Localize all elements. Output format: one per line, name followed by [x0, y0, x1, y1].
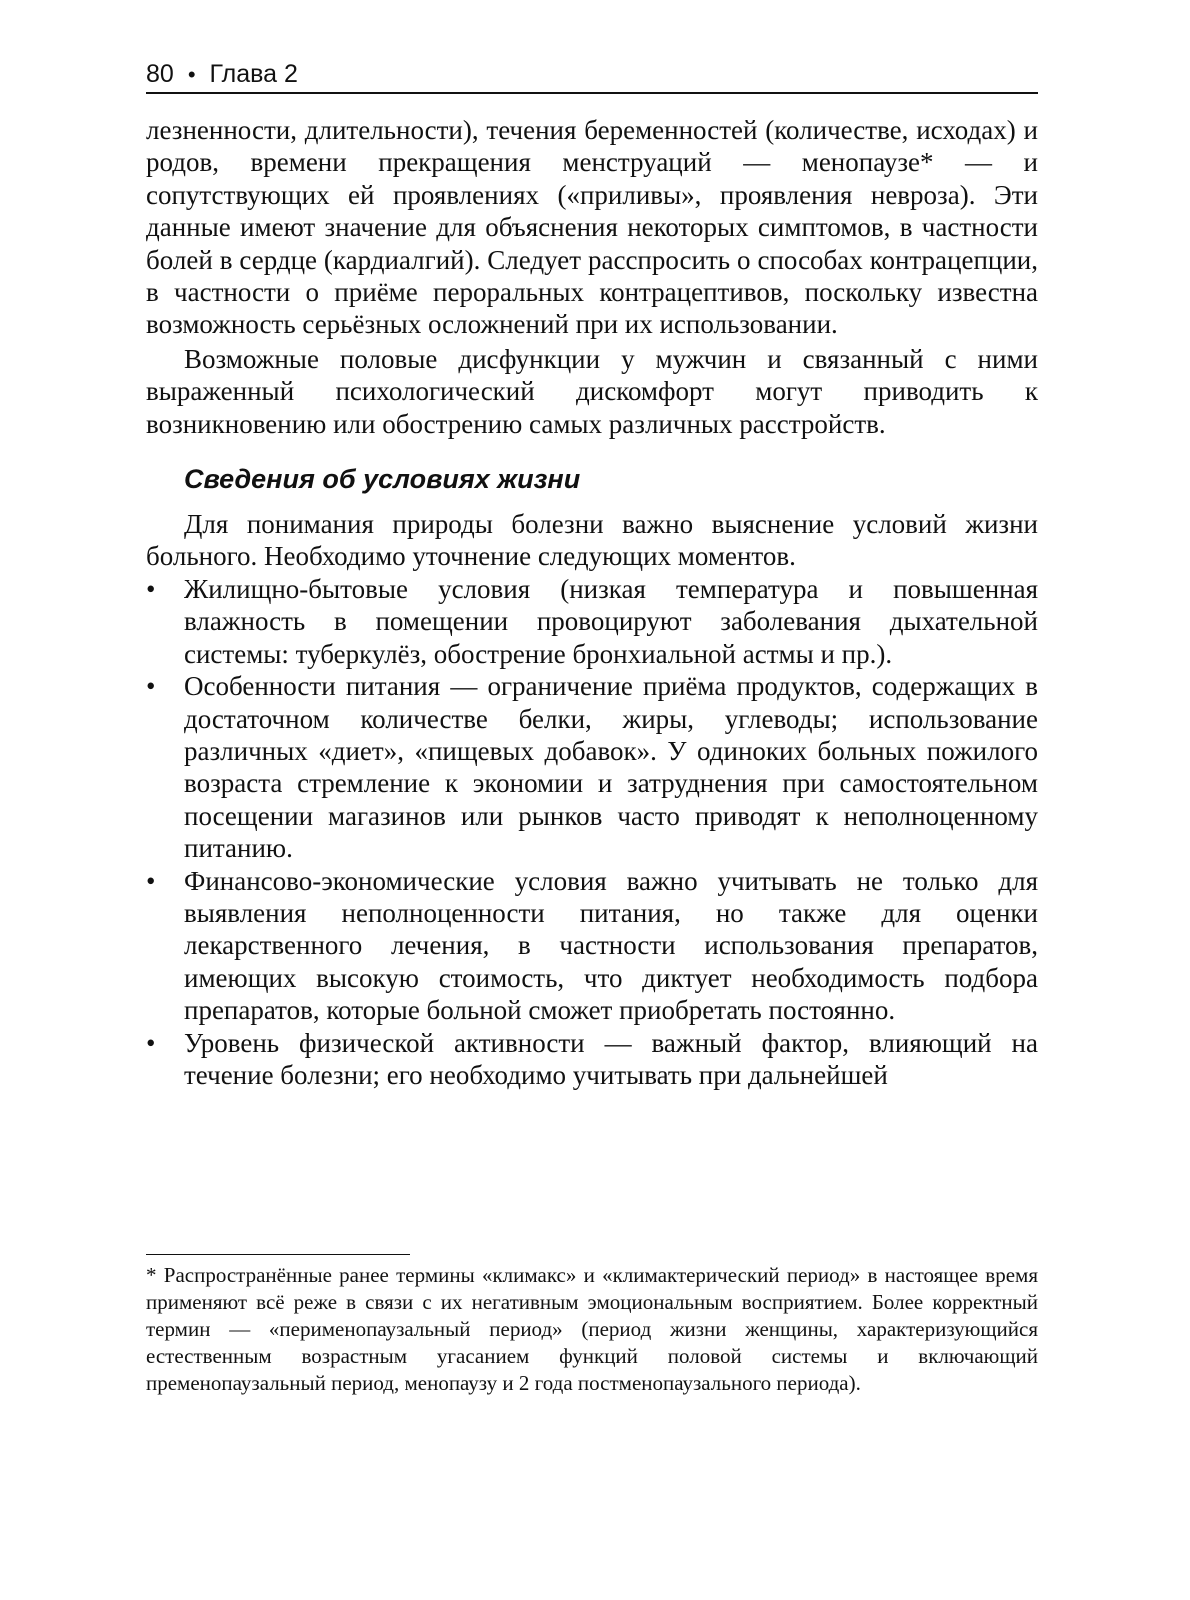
bullet-marker: • — [146, 1027, 156, 1058]
list-item-text: Особенности питания — ограничение приёма продуктов, содержащих в достаточном количестве белки, жиры, углеводы; использование различных «диет», «пищевых добавок». У одиноких больных пожилого возраста стремление к экономии и затруднения при самостоятельном посещении магазинов или рынков часто приводят к неполноценному питанию. — [184, 671, 1038, 864]
page-number: 80 — [146, 60, 174, 88]
section-intro: Для понимания природы болезни важно выяснение условий жизни больного. Необходимо уточнение следующих моментов. — [146, 509, 1038, 572]
header-separator: • — [187, 62, 196, 87]
list-item-text: Жилищно-бытовые условия (низкая температура и повышенная влажность в помещении провоцируют заболевания дыхательной системы: туберкулёз, обострение бронхиальной астмы и пр.). — [184, 573, 1038, 669]
bullet-marker: • — [146, 671, 156, 702]
running-head — [146, 58, 1038, 94]
list-item — [146, 573, 1038, 670]
section-heading: Сведения об условиях жизни — [184, 464, 581, 495]
conditions-list — [146, 573, 1038, 1092]
footnote: * Распространённые ранее термины «климакс» и «климактерический период» в настоящее время применяют всё реже в связи с их негативным эмоциональным восприятием. Более корректный термин — «перименопаузальный период» (период жизни женщины, характеризующийся естественным возрастным угасанием функций половой системы и включающий пременопаузальный период, менопаузу и 2 года постменопаузального периода). — [146, 1263, 1038, 1395]
bullet-marker: • — [146, 865, 156, 896]
list-item — [146, 1027, 1038, 1092]
list-item — [146, 865, 1038, 1027]
list-item-text: Уровень физической активности — важный фактор, влияющий на течение болезни; его необходимо учитывать при дальнейшей — [184, 1027, 1038, 1090]
list-item — [146, 670, 1038, 864]
bullet-marker: • — [146, 573, 156, 604]
footnote-divider — [146, 1254, 410, 1255]
paragraph-continued: лезненности, длительности), течения беременностей (количестве, исходах) и родов, времени прекращения менструаций — менопаузе* — и сопутствующих ей проявлениях («приливы», проявления невроза). Эти данные имеют значение для объяснения некоторых симптомов, в частности болей в сердце (кардиалгий). Следует расспросить о способах контрацепции, в частности о приёме пероральных контрацептивов, поскольку известна возможность серьёзных осложнений при их использовании. — [146, 115, 1038, 340]
paragraph-dysfunction: Возможные половые дисфункции у мужчин и связанный с ними выраженный психологический дискомфорт могут приводить к возникновению или обострению самых различных расстройств. — [146, 343, 1038, 439]
list-item-text: Финансово-экономические условия важно учитывать не только для выявления неполноценности питания, но также для оценки лекарственного лечения, в частности использования препаратов, имеющих высокую стоимость, что диктует необходимость подбора препаратов, которые больной сможет приобретать постоянно. — [184, 865, 1038, 1026]
chapter-title: Глава 2 — [209, 60, 298, 88]
page-content — [146, 58, 1038, 1091]
